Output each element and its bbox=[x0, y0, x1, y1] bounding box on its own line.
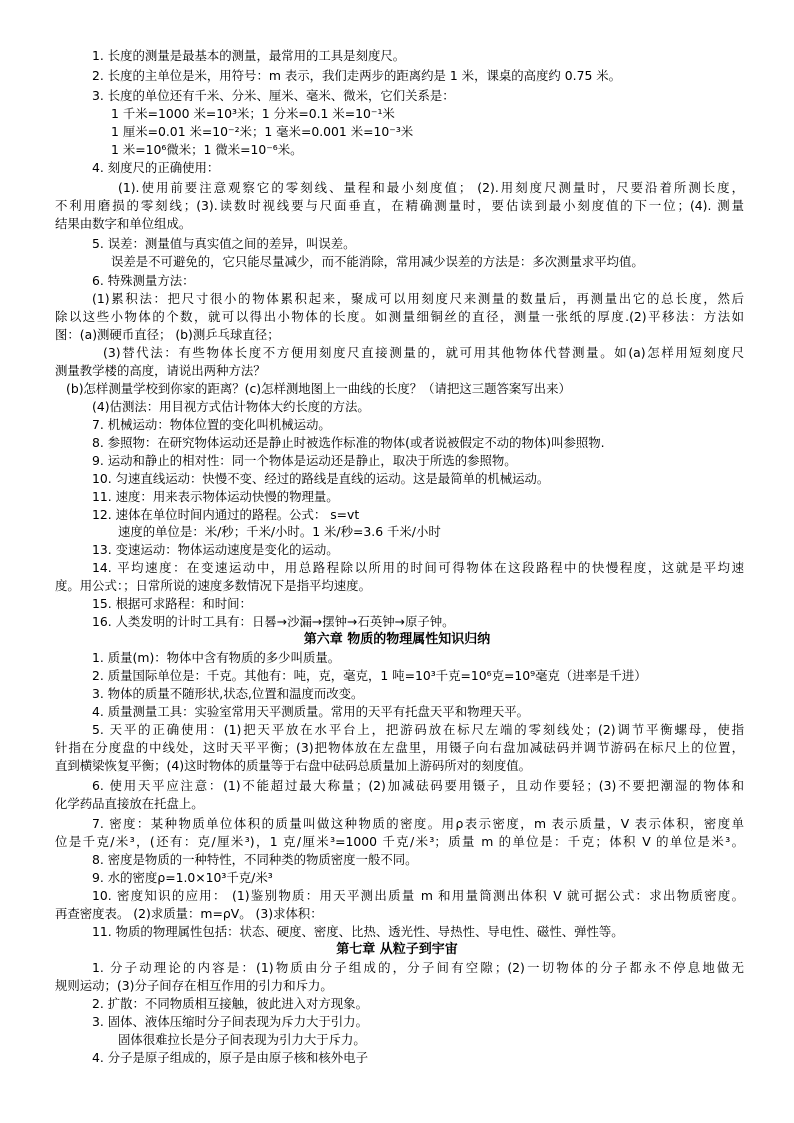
text-line-43: 7. 密度：某种物质单位体积的质量叫做这种物质的密度。用ρ表示密度，m 表示质量，V 表示体积，密度单 bbox=[92, 816, 744, 831]
text-line-37: 4. 质量测量工具：实验室常用天平测质量。常用的天平有托盘天平和物理天平。 bbox=[92, 704, 530, 719]
text-line-45: 8. 密度是物质的一种特性，不同种类的物质密度一般不同。 bbox=[92, 852, 418, 867]
text-line-12: 误差是不可避免的，它只能尽量减少，而不能消除，常用减少误差的方法是：多次测量求平均值。 bbox=[111, 254, 644, 269]
text-line-35: 2. 质量国际单位是：千克。其他有：吨，克，毫克，1 吨=10³千克=10⁶克=10⁹毫克（进率是千进） bbox=[92, 668, 647, 683]
text-line-53: 2. 扩散：不同物质相互接触，彼此进入对方现象。 bbox=[92, 996, 368, 1011]
text-line-34: 1. 质量(m)：物体中含有物质的多少叫质量。 bbox=[92, 650, 341, 665]
text-line-21: 7. 机械运动：物体位置的变化叫机械运动。 bbox=[92, 417, 331, 432]
text-line-8: (1).使用前要注意观察它的零刻线、量程和最小刻度值； (2).用刻度尺测量时，尺要沿着所测长度， bbox=[118, 180, 744, 195]
text-line-31: 15. 根据可求路程：和时间： bbox=[92, 596, 252, 611]
text-line-4: 1 千米=1000 米=10³米；1 分米=0.1 米=10⁻¹米 bbox=[111, 106, 395, 121]
text-line-32: 16. 人类发明的计时工具有：日晷→沙漏→摆钟→石英钟→原子钟。 bbox=[92, 614, 455, 629]
text-line-16: 图：(a)测硬币直径； (b)测乒乓球直径； bbox=[55, 327, 280, 342]
text-line-26: 12. 速体在单位时间内通过的路程。公式： s=vt bbox=[92, 507, 360, 522]
text-line-24: 10. 匀速直线运动：快慢不变、经过的路线是直线的运动。这是最简单的机械运动。 bbox=[92, 471, 550, 486]
text-line-44: 位是千克/米³，(还有：克/厘米³)，1 克/厘米³=1000 千克/米³；质量 m 的单位是：千克；体积 V 的单位是米³。 bbox=[55, 834, 744, 849]
text-line-10: 结果由数字和单位组成。 bbox=[55, 216, 192, 231]
text-line-13: 6. 特殊测量方法： bbox=[92, 273, 195, 288]
text-line-6: 1 米=10⁶微米；1 微米=10⁻⁶米。 bbox=[111, 142, 303, 157]
text-line-41: 6. 使用天平应注意：(1)不能超过最大称量；(2)加减砝码要用镊子，且动作要轻；(3)不要把潮湿的物体和 bbox=[92, 778, 744, 793]
text-line-22: 8. 参照物：在研究物体运动还是静止时被选作标准的物体(或者说被假定不动的物体)叫参照物. bbox=[92, 435, 605, 450]
text-line-20: (4)估测法：用目视方式估计物体大约长度的方法。 bbox=[92, 399, 370, 414]
text-line-56: 4. 分子是原子组成的，原子是由原子核和核外电子 bbox=[92, 1050, 368, 1065]
text-line-28: 13. 变速运动：物体运动速度是变化的运动。 bbox=[92, 542, 339, 557]
text-line-9: 不利用磨损的零刻线；(3).读数时视线要与尺面垂直，在精确测量时，要估读到最小刻度值的下一位；(4). 测量 bbox=[55, 198, 744, 213]
text-line-17: (3)替代法：有些物体长度不方便用刻度尺直接测量的，就可用其他物体代替测量。如(a)怎样用短刻度尺 bbox=[103, 345, 744, 360]
text-line-29: 14. 平均速度：在变速运动中，用总路程除以所用的时间可得物体在这段路程中的快慢程度，这就是平均速 bbox=[92, 560, 744, 575]
text-line-27: 速度的单位是：米/秒；千米/小时。1 米/秒=3.6 千米/小时 bbox=[118, 524, 441, 539]
text-line-15: 除以这些小物体的个数，就可以得出小物体的长度。如测量细铜丝的直径，测量一张纸的厚度.(2)平移法：方法如 bbox=[55, 309, 744, 324]
text-line-48: 再查密度表。 (2)求质量：m=ρV。 (3)求体积： bbox=[55, 906, 323, 921]
text-line-42: 化学药品直接放在托盘上。 bbox=[55, 796, 204, 811]
text-line-54: 3. 固体、液体压缩时分子间表现为斥力大于引力。 bbox=[92, 1014, 368, 1029]
text-line-40: 直到横梁恢复平衡；(4)这时物体的质量等于右盘中砝码总质量加上游码所对的刻度值。 bbox=[55, 758, 532, 773]
text-line-46: 9. 水的密度ρ=1.0×10³千克/米³ bbox=[92, 870, 273, 885]
text-line-30: 度。用公式：；日常所说的速度多数情况下是指平均速度。 bbox=[55, 578, 371, 593]
text-line-51: 1. 分子动理论的内容是：(1)物质由分子组成的，分子间有空隙；(2)一切物体的分子都永不停息地做无 bbox=[92, 960, 744, 975]
text-line-25: 11. 速度：用来表示物体运动快慢的物理量。 bbox=[92, 489, 339, 504]
text-line-2: 2. 长度的主单位是米，用符号：m 表示，我们走两步的距离约是 1 米，课桌的高度约 0.75 米。 bbox=[92, 68, 622, 83]
text-line-3: 3. 长度的单位还有千米、分米、厘米、毫米、微米，它们关系是： bbox=[92, 88, 455, 103]
text-line-7: 4. 刻度尺的正确使用： bbox=[92, 160, 220, 175]
text-line-11: 5. 误差：测量值与真实值之间的差异，叫误差。 bbox=[92, 236, 356, 251]
text-line-1: 1. 长度的测量是最基本的测量，最常用的工具是刻度尺。 bbox=[92, 48, 406, 63]
text-line-38: 5. 天平的正确使用：(1)把天平放在水平台上，把游码放在标尺左端的零刻线处；(2)调节平衡螺母，使指 bbox=[92, 722, 744, 737]
text-line-5: 1 厘米=0.01 米=10⁻²米；1 毫米=0.001 米=10⁻³米 bbox=[111, 124, 414, 139]
text-line-55: 固体很难拉长是分子间表现为引力大于斥力。 bbox=[118, 1032, 366, 1047]
text-line-18: 测量教学楼的高度，请说出两种方法？ bbox=[55, 363, 266, 378]
text-line-47: 10. 密度知识的应用： (1)鉴别物质：用天平测出质量 m 和用量筒测出体积 V 就可据公式：求出物质密度。 bbox=[92, 888, 744, 903]
text-line-52: 规则运动；(3)分子间存在相互作用的引力和斥力。 bbox=[55, 978, 333, 993]
text-line-23: 9. 运动和静止的相对性：同一个物体是运动还是静止，取决于所选的参照物。 bbox=[92, 453, 517, 468]
chapter-7-heading: 第七章 从粒子到宇宙 bbox=[336, 942, 458, 957]
text-line-49: 11. 物质的物理属性包括：状态、硬度、密度、比热、透光性、导热性、导电性、磁性、弹性等。 bbox=[92, 924, 624, 939]
text-line-36: 3. 物体的质量不随形状,状态,位置和温度而改变。 bbox=[92, 686, 364, 701]
text-line-39: 针指在分度盘的中线处，这时天平平衡；(3)把物体放在左盘里，用镊子向右盘加减砝码并调节游码在标尺上的位置， bbox=[55, 740, 744, 755]
text-line-19: (b)怎样测量学校到你家的距离？(c)怎样测地图上一曲线的长度？（请把这三题答案写出来） bbox=[66, 381, 571, 396]
chapter-6-heading: 第六章 物质的物理属性知识归纳 bbox=[303, 632, 491, 647]
text-line-14: (1)累积法：把尺寸很小的物体累积起来，聚成可以用刻度尺来测量的数量后，再测量出它的总长度，然后 bbox=[92, 291, 744, 306]
